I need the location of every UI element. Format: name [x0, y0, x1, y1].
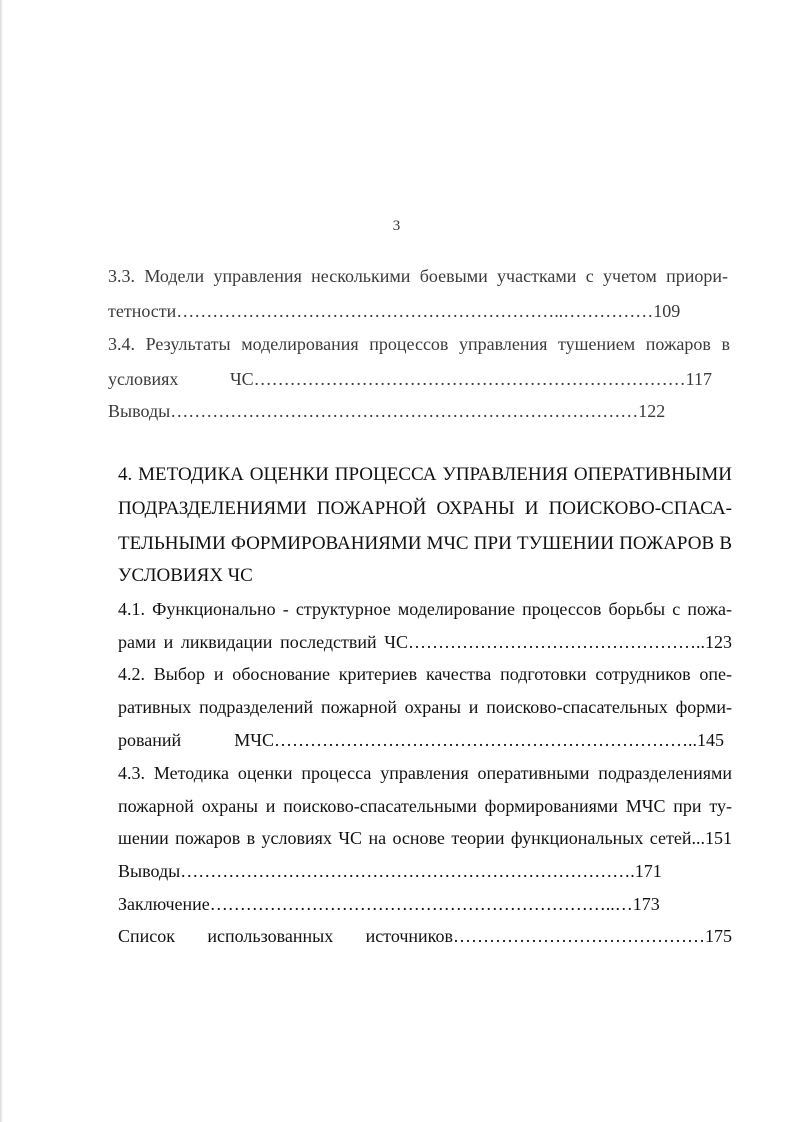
toc-entry-3-4-line1[interactable]: 3.4. Результаты моделирования процессов управления тушением пожаров в: [108, 334, 730, 354]
toc-entry-3-conclusions[interactable]: Выводы……………………………………………………………………122: [108, 401, 666, 421]
toc-entry-3-3-line1[interactable]: 3.3. Модели управления несколькими боевыми участками с учетом приори-: [108, 266, 728, 286]
toc-entry-conclusion[interactable]: Заключение…………………………………………………………..…173: [118, 894, 660, 914]
toc-entry-4-conclusions[interactable]: Выводы………………………………………………………………….171: [118, 861, 662, 881]
toc-entry-4-1-line2[interactable]: рами и ликвидации последствий ЧС…………………………………………..123: [118, 632, 732, 652]
scan-edge: [0, 0, 3, 1122]
chapter-4-heading-line1[interactable]: 4. МЕТОДИКА ОЦЕНКИ ПРОЦЕССА УПРАВЛЕНИЯ ОПЕРАТИВНЫМИ: [118, 464, 732, 485]
page-number: 3: [392, 218, 401, 234]
chapter-4-heading-line3[interactable]: ТЕЛЬНЫМИ ФОРМИРОВАНИЯМИ МЧС ПРИ ТУШЕНИИ ПОЖАРОВ В: [118, 533, 732, 554]
toc-entry-3-3-line2[interactable]: тетности………………………………………………………..……………109: [108, 301, 681, 321]
toc-entry-4-2-line2[interactable]: ративных подразделений пожарной охраны и поисково-спасательных форми-: [118, 697, 732, 717]
toc-entry-4-2-line3[interactable]: рований МЧС……………………………………………………………..145: [118, 730, 724, 750]
toc-entry-4-3-line2[interactable]: пожарной охраны и поисково-спасательными формированиями МЧС при ту-: [118, 796, 732, 816]
toc-entry-references[interactable]: Список использованных источников……………………………………175: [118, 926, 732, 946]
chapter-4-heading-line4[interactable]: УСЛОВИЯХ ЧС: [118, 565, 253, 586]
toc-entry-4-1-line1[interactable]: 4.1. Функционально - структурное моделирование процессов борьбы с пожа-: [118, 599, 732, 619]
toc-entry-4-3-line3[interactable]: шении пожаров в условиях ЧС на основе теории функциональных сетей...151: [118, 828, 732, 848]
chapter-4-heading-line2[interactable]: ПОДРАЗДЕЛЕНИЯМИ ПОЖАРНОЙ ОХРАНЫ И ПОИСКОВО-СПАСА-: [118, 498, 732, 519]
toc-entry-4-3-line1[interactable]: 4.3. Методика оценки процесса управления оперативными подразделениями: [118, 763, 732, 783]
toc-entry-3-4-line2[interactable]: условиях ЧС………………………………………………………………117: [108, 369, 712, 389]
toc-entry-4-2-line1[interactable]: 4.2. Выбор и обоснование критериев качества подготовки сотрудников опе-: [118, 664, 732, 684]
